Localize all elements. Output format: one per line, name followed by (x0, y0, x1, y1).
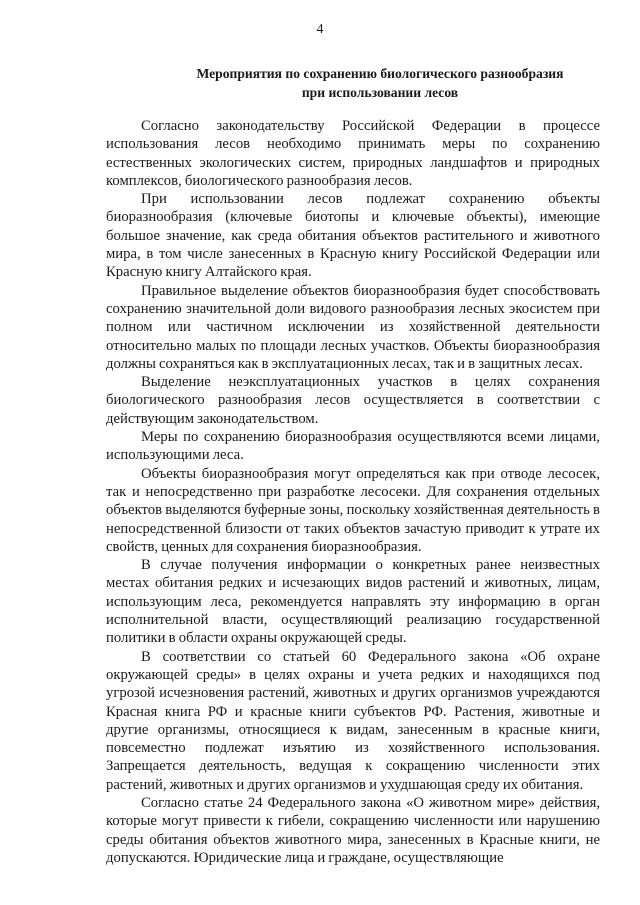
page-number: 4 (316, 22, 324, 37)
paragraph-proper-identification: Правильное выделение объектов биоразнообразия будет способствовать сохранению значительной доли видового разнообразия лесных экосистем при полном или частичном исключении из хозяйственной деятельности относительно малых по площади лесных участков. Объекты биоразнообразия должны сохраняться как в эксплуатационных лесах, так и в защитных лесах. (106, 282, 600, 372)
section-title-line-2: при использовании лесов (301, 85, 459, 100)
document-body (106, 117, 600, 867)
section-title-line-1: Мероприятия по сохранению биологического разнообразия (196, 66, 564, 81)
paragraph-buffer-zones: Объекты биоразнообразия могут определяться как при отводе лесосек, так и непосредственно при разработке лесосеки. Для сохранения отдельных объектов выделяются буферные зоны, поскольку хозяйственная деятельность в непосредственной близости от таких объектов зачастую приводит к утрате их свойств, ценных для сохранения биоразнообразия. (106, 465, 600, 555)
paragraph-article-24-wildlife: Согласно статье 24 Федерального закона «О животном мире» действия, которые могут привести к гибели, сокращению численности или нарушению среды обитания объектов животного мира, занесенных в Красные книги, не допускаются. Юридические лица и граждане, осуществляющие (106, 794, 600, 866)
paragraph-measures-by-users: Меры по сохранению биоразнообразия осуществляются всеми лицами, использующими леса. (106, 429, 600, 464)
paragraph-non-exploitation-plots: Выделение неэксплуатационных участков в целях сохранения биологического разнообразия лесов осуществляется в соответствии с действующим законодательством. (106, 374, 600, 427)
section-title (170, 64, 590, 102)
paragraph-legislation: Согласно законодательству Российской Федерации в процессе использования лесов необходимо принимать меры по сохранению естественных экологических систем, природных ландшафтов и природных комплексов, биологического разнообразия лесов. (106, 118, 600, 189)
paragraph-biodiversity-objects: При использовании лесов подлежат сохранению объекты биоразнообразия (ключевые биотопы и ключевые объекты), имеющие большое значение, как среда обитания объектов растительного и животного мира, в том числе занесенных в Красную книгу Российской Федерации или Красную книгу Алтайского края. (106, 191, 600, 281)
paragraph-red-book-article-60: В соответствии со статьей 60 Федерального закона «Об охране окружающей среды» в целях охраны и учета редких и находящихся под угрозой исчезновения растений, животных и других организмов учреждаются Красная книга РФ и красные книги субъектов РФ. Растения, животные и другие организмы, относящиеся к видам, занесенным в красные книги, повсеместно подлежат изъятию из хозяйственного использования. Запрещается деятельность, ведущая к сокращению численности этих растений, животных и других организмов и ухудшающая среду их обитания. (106, 648, 600, 793)
paragraph-report-habitats: В случае получения информации о конкретных ранее неизвестных местах обитания редких и исчезающих видов растений и животных, лицам, использующим леса, рекомендуется направлять эту информацию в орган исполнительной власти, осуществляющий реализацию государственной политики в области охраны окружающей среды. (106, 557, 600, 647)
